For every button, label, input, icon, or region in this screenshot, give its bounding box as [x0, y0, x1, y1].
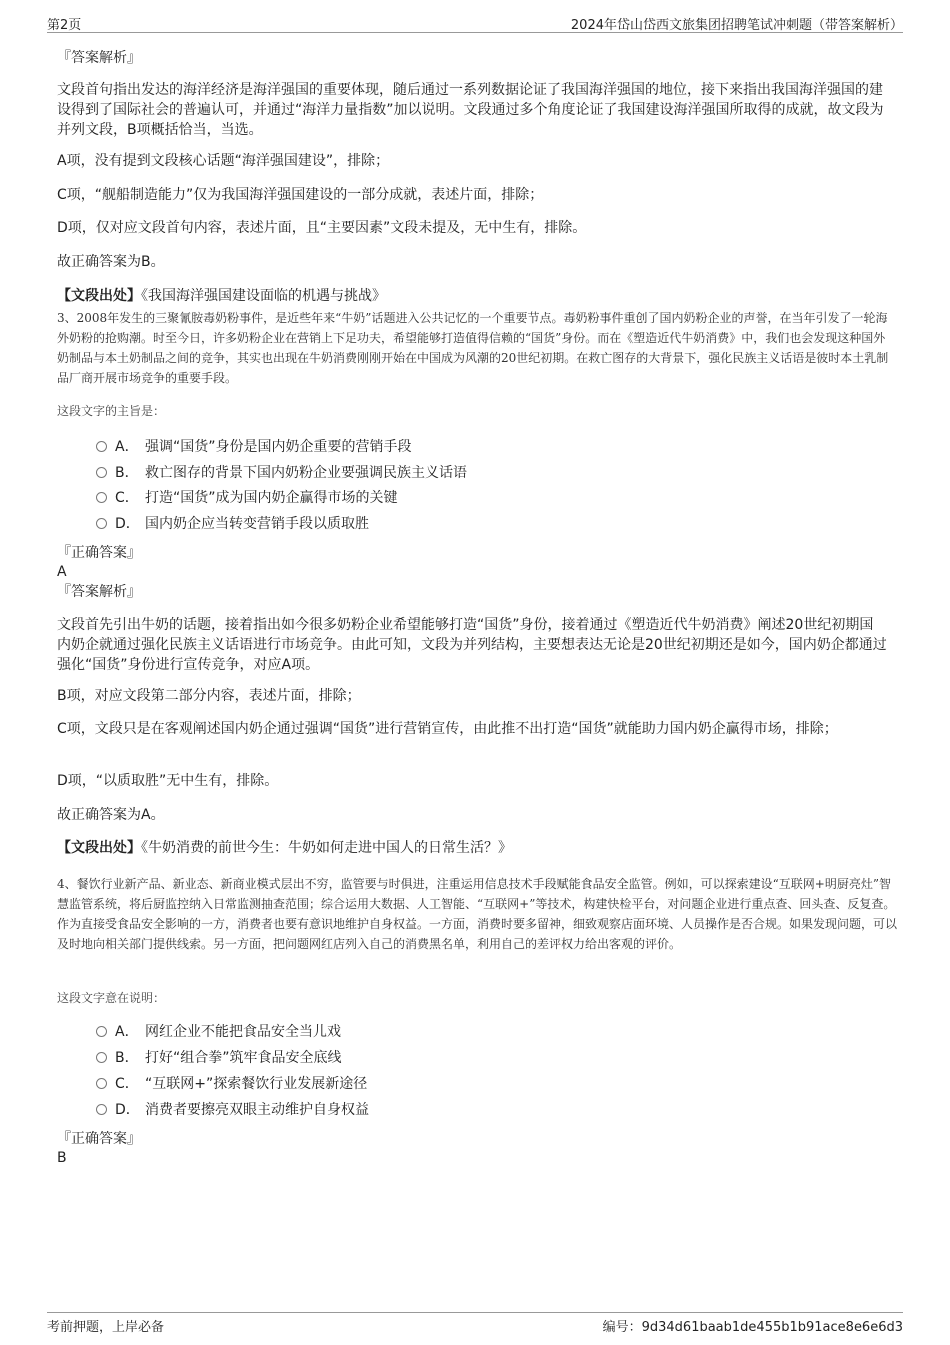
q2-c-note: C项，“舰船制造能力”仅为我国海洋强国建设的一部分成就，表述片面，排除； [57, 187, 544, 203]
radio-icon[interactable] [96, 492, 107, 503]
q3-option-a[interactable]: A． 强调“国货”身份是国内奶企重要的营销手段 [96, 436, 412, 458]
q4-answer-label: 『正确答案』 [57, 1131, 141, 1147]
radio-icon[interactable] [96, 1104, 107, 1115]
q3-b-note: B项，对应文段第二部分内容，表述片面，排除； [57, 688, 361, 704]
q3-question: 这段文字的主旨是： [57, 404, 166, 418]
footer-slogan: 考前押题，上岸必备 [47, 1320, 165, 1335]
q4-option-a[interactable]: A． 网红企业不能把食品安全当儿戏 [96, 1021, 341, 1043]
page-number: 第2页 [47, 18, 82, 33]
q4-option-c[interactable]: C． “互联网+”探索餐饮行业发展新途径 [96, 1073, 367, 1095]
q3-passage: 3、2008年发生的三聚氰胺毒奶粉事件，是近些年来“牛奶”话题进入公共记忆的一个重要节点。毒奶粉事件重创了国内奶粉企业的声誉，在当年引发了一轮海外奶粉的抢购潮。时至今日，许多奶粉企业在营销上下足功夫，希望能够打造值得信赖的“国货”身份。而在《塑造近代牛奶消费》中，我们也会发现这种国外奶制品与本土奶制品之间的竞争，其实也出现在牛奶消费刚刚开始在中国成为风潮的20世纪初期。在救亡图存的大背景下，强化民族主义话语是彼时本土乳制品厂商开展市场竞争的重要手段。 [57, 311, 889, 385]
q2-d-note: D项，仅对应文段首句内容，表述片面，且“主要因素”文段未提及，无中生有，排除。 [57, 220, 587, 236]
radio-icon[interactable] [96, 441, 107, 452]
q3-answer-label: 『正确答案』 [57, 545, 141, 561]
q4-question: 这段文字意在说明： [57, 991, 166, 1005]
source-label: 【文段出处】 [57, 288, 141, 304]
q2-a-note: A项，没有提到文段核心话题“海洋强国建设”，排除； [57, 153, 390, 169]
radio-icon[interactable] [96, 1026, 107, 1037]
radio-icon[interactable] [96, 518, 107, 529]
q2-source [57, 286, 887, 306]
q3-option-d[interactable]: D． 国内奶企应当转变营销手段以质取胜 [96, 513, 369, 535]
q3-option-c[interactable]: C． 打造“国货”成为国内奶企赢得市场的关键 [96, 487, 398, 509]
page-footer [47, 1312, 903, 1335]
q3-analysis-label: 『答案解析』 [57, 584, 141, 600]
document-title: 2024年岱山岱西文旅集团招聘笔试冲刺题（带答案解析） [570, 18, 903, 33]
q2-analysis-body: 文段首句指出发达的海洋经济是海洋强国的重要体现，随后通过一系列数据论证了我国海洋强国的地位，接下来指出我国海洋强国的建设得到了国际社会的普遍认可，并通过“海洋力量指数”加以说明。文段通过多个角度论证了我国建设海洋强国所取得的成就，故文段为并列文段，B项概括恰当，当选。 [57, 82, 884, 138]
q3-option-b[interactable]: B． 救亡图存的背景下国内奶粉企业要强调民族主义话语 [96, 462, 467, 484]
q4-answer: B [57, 1150, 67, 1166]
radio-icon[interactable] [96, 1052, 107, 1063]
q3-analysis-body: 文段首先引出牛奶的话题，接着指出如今很多奶粉企业希望能够打造“国货”身份，接着通过《塑造近代牛奶消费》阐述20世纪初期国内奶企就通过强化民族主义话语进行市场竞争。由此可知，文段为并列结构，主要想表达无论是20世纪初期还是如今，国内奶企都通过强化“国货”身份进行宣传竞争，对应A项。 [57, 617, 887, 673]
footer-id: 编号：9d34d61baab1de455b1b91ace8e6e6d3 [602, 1320, 903, 1335]
radio-icon[interactable] [96, 467, 107, 478]
q3-d-note: D项，“以质取胜”无中生有，排除。 [57, 773, 279, 789]
q3-answer: A [57, 564, 67, 580]
source-text: 《牛奶消费的前世今生：牛奶如何走进中国人的日常生活？》 [141, 840, 512, 856]
q3-c-note: C项，文段只是在客观阐述国内奶企通过强调“国货”进行营销宣传，由此推不出打造“国货”就能助力国内奶企赢得市场，排除； [57, 721, 838, 737]
radio-icon[interactable] [96, 1078, 107, 1089]
source-label: 【文段出处】 [57, 840, 141, 856]
q4-option-b[interactable]: B． 打好“组合拳”筑牢食品安全底线 [96, 1047, 342, 1069]
q3-source [57, 838, 887, 858]
q2-conclusion: 故正确答案为B。 [57, 254, 165, 270]
q4-passage: 4、餐饮行业新产品、新业态、新商业模式层出不穷，监管要与时俱进，注重运用信息技术手段赋能食品安全监管。例如，可以探索建设“互联网+明厨亮灶”智慧监管系统，将后厨监控纳入日常监测抽查范围；综合运用大数据、人工智能、“互联网+”等技术，构建快检平台，对问题企业进行重点查、回头查、反复查。作为直接受食品安全影响的一方，消费者也要有意识地维护自身权益。一方面，消费时要多留神，细致观察店面环境、人员操作是否合规。如果发现问题，可以及时地向相关部门提供线索。另一方面，把问题网红店列入自己的消费黑名单，利用自己的差评权力给出客观的评价。 [57, 877, 898, 951]
q3-conclusion: 故正确答案为A。 [57, 807, 165, 823]
q4-option-d[interactable]: D． 消费者要擦亮双眼主动维护自身权益 [96, 1099, 369, 1121]
source-text: 《我国海洋强国建设面临的机遇与挑战》 [141, 288, 386, 304]
page-header [47, 12, 903, 33]
q2-analysis-label: 『答案解析』 [57, 50, 141, 66]
